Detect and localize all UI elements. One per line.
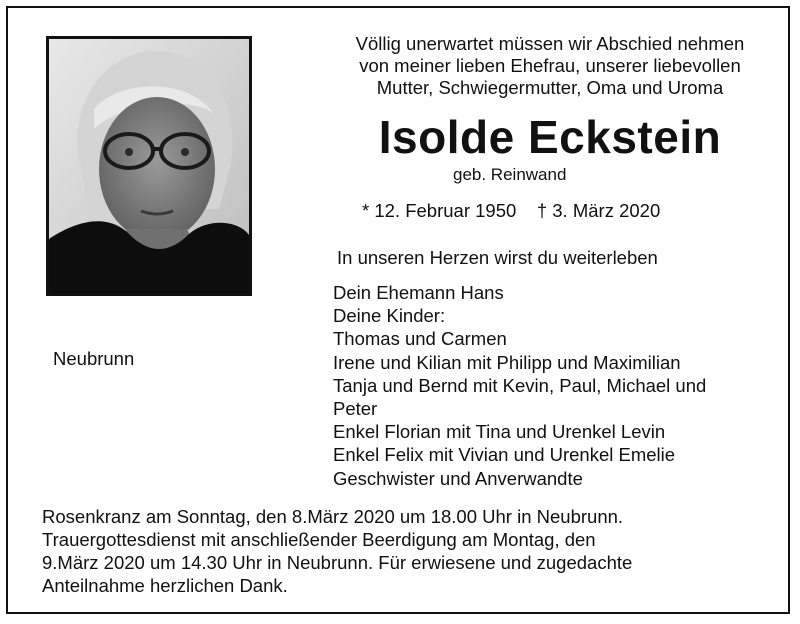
mourner-line: Enkel Felix mit Vivian und Urenkel Emelie: [333, 444, 676, 466]
mourner-line: Enkel Florian mit Tina und Urenkel Levin: [333, 421, 666, 443]
service-line: Rosenkranz am Sonntag, den 8.März 2020 um 18.00 Uhr in Neubrunn.: [42, 506, 624, 527]
intro-text: [310, 33, 790, 99]
birth-name: geb. Reinwand: [453, 165, 567, 184]
mourners-list: [333, 281, 753, 490]
mourner-line: Tanja und Bernd mit Kevin, Paul, Michael und: [333, 374, 707, 396]
place-name: Neubrunn: [53, 348, 135, 369]
motto: In unseren Herzen wirst du weiterleben: [337, 247, 658, 268]
death-date: † 3. März 2020: [536, 200, 661, 221]
intro-line: Völlig unerwartet müssen wir Abschied nehmen: [355, 33, 745, 54]
life-dates: [362, 200, 660, 222]
mourner-line: Irene und Kilian mit Philipp und Maximilian: [333, 351, 681, 373]
mourner-line: Dein Ehemann Hans: [333, 282, 504, 303]
mourner-line: Geschwister und Anverwandte: [333, 467, 583, 489]
birth-date: * 12. Februar 1950: [362, 200, 517, 221]
service-line: 9.März 2020 um 14.30 Uhr in Neubrunn. Für erwiesene und zugedachte: [42, 552, 633, 573]
intro-line: von meiner lieben Ehefrau, unserer liebevollen: [359, 55, 741, 76]
portrait-photo: [46, 36, 252, 296]
mourner-line: Deine Kinder:: [333, 305, 446, 327]
service-line: Anteilnahme herzlichen Dank.: [42, 575, 288, 596]
intro-line: Mutter, Schwiegermutter, Oma und Uroma: [376, 77, 724, 98]
mourner-line: Peter: [333, 398, 378, 420]
service-line: Trauergottesdienst mit anschließender Beerdigung am Montag, den: [42, 529, 596, 550]
service-info: [42, 505, 742, 597]
mourner-line: Thomas und Carmen: [333, 328, 507, 350]
deceased-name: Isolde Eckstein: [378, 111, 722, 163]
